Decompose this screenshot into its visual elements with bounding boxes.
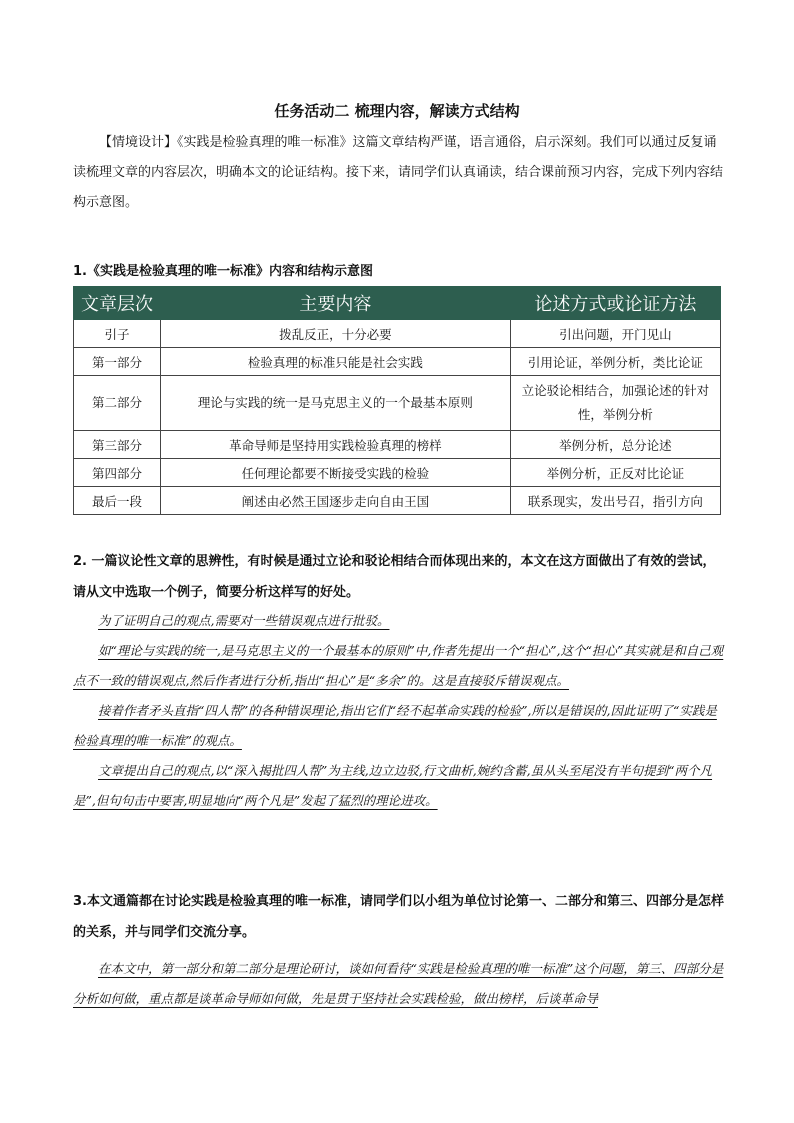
cell-level: 最后一段 [74,487,161,515]
cell-level: 第一部分 [74,348,161,376]
cell-content: 理论与实践的统一是马克思主义的一个最基本原则 [160,376,510,431]
header-level: 文章层次 [74,287,161,320]
cell-level: 引子 [74,320,161,348]
header-content: 主要内容 [160,287,510,320]
cell-content: 任何理论都要不断接受实践的检验 [160,459,510,487]
cell-method: 举例分析，正反对比论证 [510,459,720,487]
question-3-title: 3.本文通篇都在讨论实践是检验真理的唯一标准，请同学们以小组为单位讨论第一、二部分和第三、四部分是怎样的关系，并与同学们交流分享。 [73,894,724,940]
answer-text: 在本文中，第一部分和第二部分是理论研讨，谈如何看待“实践是检验真理的唯一标准”这个问题，第三、四部分是分析如何做，重点都是谈革命导师如何做，先是贯于坚持社会实践检验，做出榜样，后谈革命导 [73,961,724,1006]
cell-method: 举例分析，总分论述 [510,431,720,459]
cell-content: 拨乱反正，十分必要 [160,320,510,348]
answer-paragraph [73,696,725,756]
table-row [74,320,721,348]
table-row [74,459,721,487]
cell-method: 立论驳论相结合，加强论述的针对性，举例分析 [510,376,720,431]
cell-content: 革命导师是坚持用实践检验真理的榜样 [160,431,510,459]
cell-content: 检验真理的标准只能是社会实践 [160,348,510,376]
structure-table [73,286,721,515]
question-3-answer [73,954,725,1014]
table-row [74,376,721,431]
cell-level: 第二部分 [74,376,161,431]
answer-paragraph [73,606,725,636]
cell-method: 联系现实，发出号召，指引方向 [510,487,720,515]
cell-content: 阐述由必然王国逐步走向自由王国 [160,487,510,515]
page-title: 任务活动二 梳理内容，解读方式结构 [274,102,520,120]
table-row [74,487,721,515]
cell-level: 第三部分 [74,431,161,459]
cell-method: 引出问题，开门见山 [510,320,720,348]
cell-level: 第四部分 [74,459,161,487]
header-method: 论述方式或论证方法 [510,287,720,320]
question-2-title: 2. 一篇议论性文章的思辨性，有时候是通过立论和驳论相结合而体现出来的，本文在这方面做出了有效的尝试，请从文中选取一个例子，简要分析这样写的好处。 [73,554,716,600]
cell-method: 引用论证，举例分析，类比论证 [510,348,720,376]
table-row [74,431,721,459]
answer-paragraph [73,756,725,816]
answer-text: 为了证明自己的观点,需要对一些错误观点进行批驳。 [98,613,390,628]
table-header-row [74,287,721,320]
answer-text: 文章提出自己的观点,以“深入揭批四人帮”为主线,边立边驳,行文曲析,婉约含蓄,虽从头至尾没有半句提到“两个凡是”,但句句击中要害,明显地向“两个凡是”发起了猛烈的理论进攻。 [73,763,713,808]
answer-text: 接着作者矛头直指“四人帮”的各种错误理论,指出它们“经不起革命实践的检验”,所以是错误的,因此证明了“实践是检验真理的唯一标准”的观点。 [73,703,717,748]
answer-paragraph [73,636,725,696]
question-1-title: 1.《实践是检验真理的唯一标准》内容和结构示意图 [73,264,373,279]
answer-paragraph [73,954,725,1014]
answer-text: 如“理论与实践的统一,是马克思主义的一个最基本的原则”中,作者先提出一个“担心”,这个“担心”其实就是和自己观点不一致的错误观点,然后作者进行分析,指出“担心”是“多余”的。这是直接驳斥错误观点。 [73,643,724,688]
question-2-answer [73,606,725,816]
table-row [74,348,721,376]
intro-paragraph: 【情境设计】《实践是检验真理的唯一标准》这篇文章结构严谨，语言通俗，启示深刻。我们可以通过反复诵读梳理文章的内容层次，明确本文的论证结构。接下来，请同学们认真诵读，结合课前预习内容，完成下列内容结构示意图。 [73,135,724,210]
